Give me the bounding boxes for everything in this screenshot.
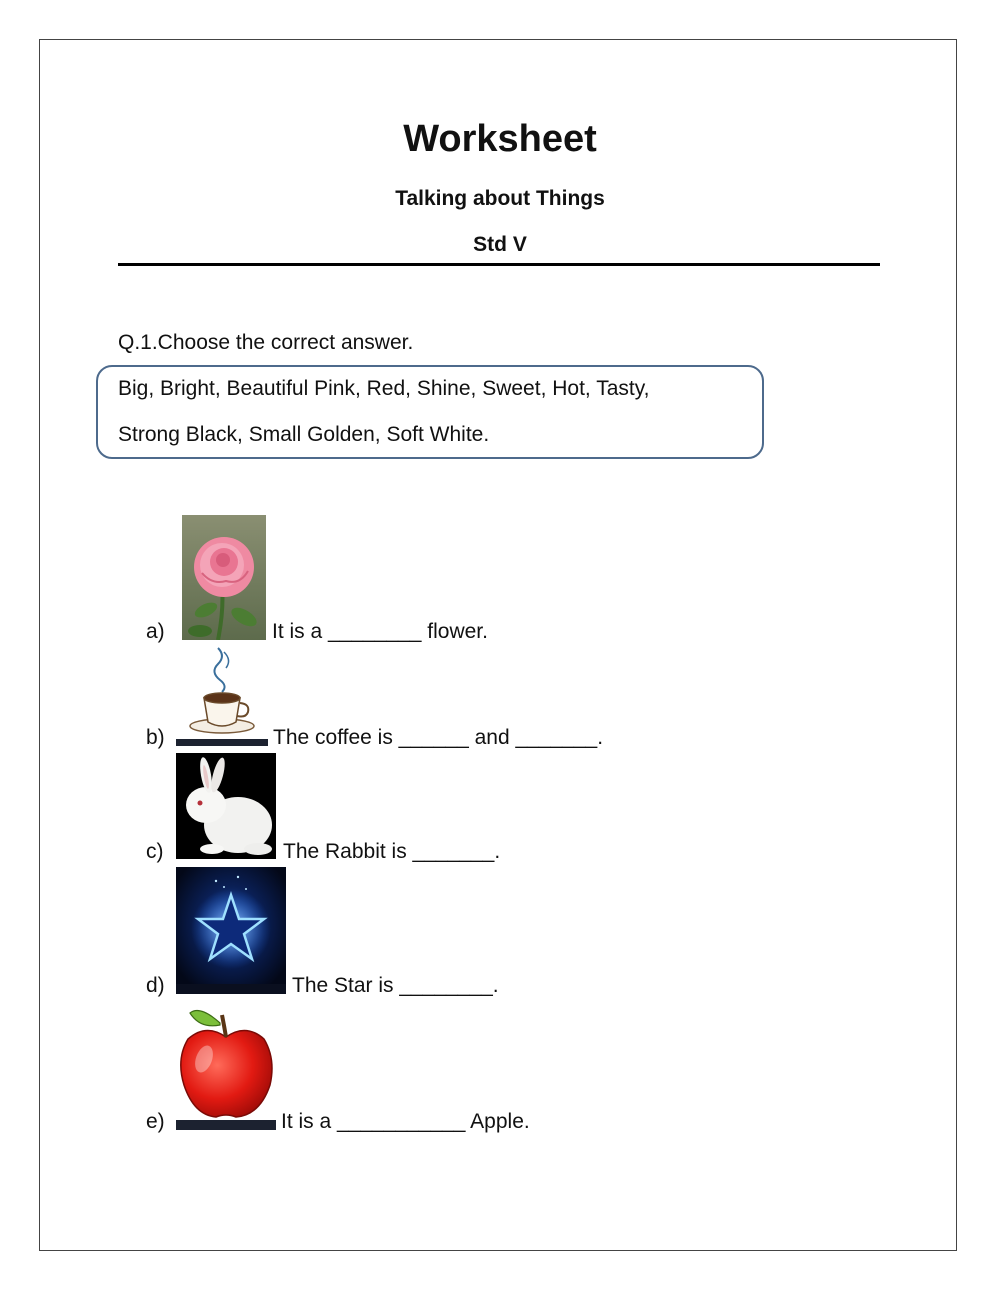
item-e-sentence: It is a ___________ Apple. <box>281 1110 530 1133</box>
word-bank-line-2: Strong Black, Small Golden, Soft White. <box>118 423 490 446</box>
rose-image <box>182 515 266 640</box>
worksheet-subtitle: Talking about Things <box>395 187 605 210</box>
item-b-sentence: The coffee is ______ and _______. <box>273 726 604 749</box>
item-a-label: a) <box>146 620 165 643</box>
item-c-label: c) <box>146 840 164 863</box>
class-standard: Std V <box>473 233 527 256</box>
coffee-cup-image <box>176 646 268 746</box>
item-d-sentence: The Star is ________. <box>292 974 499 997</box>
item-d-label: d) <box>146 974 165 997</box>
item-c-sentence: The Rabbit is _______. <box>283 840 501 863</box>
item-b-label: b) <box>146 726 165 749</box>
worksheet-title: Worksheet <box>403 118 597 160</box>
header-divider <box>118 263 880 266</box>
question-prompt: Q.1.Choose the correct answer. <box>118 331 414 354</box>
star-image <box>176 867 286 994</box>
rabbit-image <box>176 753 276 859</box>
item-a-sentence: It is a ________ flower. <box>272 620 488 643</box>
apple-image <box>176 1003 276 1130</box>
item-e-label: e) <box>146 1110 165 1133</box>
word-bank-line-1: Big, Bright, Beautiful Pink, Red, Shine, Sweet, Hot, Tasty, <box>118 377 650 400</box>
